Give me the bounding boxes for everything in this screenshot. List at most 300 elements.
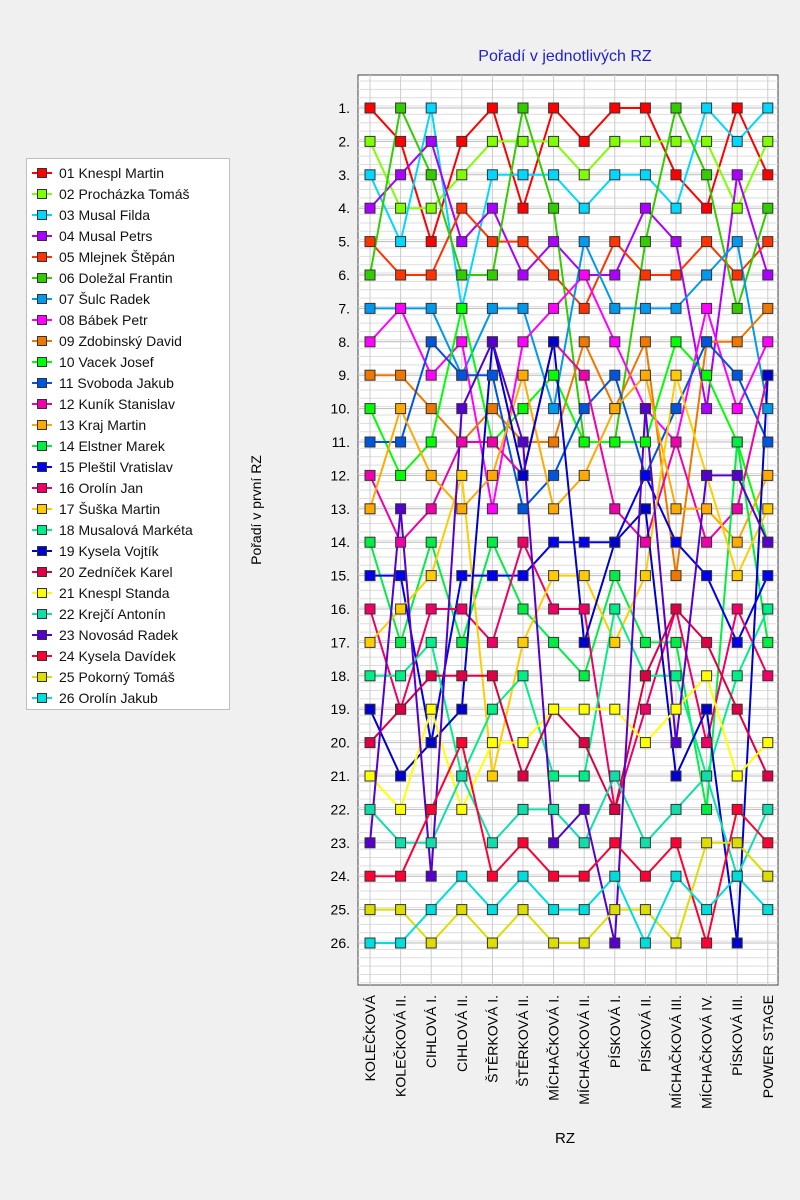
data-point bbox=[610, 771, 620, 781]
legend-marker bbox=[37, 651, 47, 661]
data-point bbox=[549, 203, 559, 213]
data-point bbox=[426, 136, 436, 146]
data-point bbox=[671, 738, 681, 748]
data-point bbox=[487, 771, 497, 781]
data-point bbox=[518, 170, 528, 180]
data-point bbox=[518, 671, 528, 681]
data-point bbox=[763, 404, 773, 414]
data-point bbox=[518, 203, 528, 213]
legend-marker bbox=[37, 504, 47, 514]
data-point bbox=[579, 871, 589, 881]
legend-marker bbox=[37, 693, 47, 703]
data-point bbox=[640, 404, 650, 414]
legend-item bbox=[27, 435, 229, 456]
data-point bbox=[549, 170, 559, 180]
data-point bbox=[763, 270, 773, 280]
y-tick-label: 22. bbox=[330, 801, 350, 818]
data-point bbox=[732, 771, 742, 781]
data-point bbox=[610, 103, 620, 113]
data-point bbox=[457, 637, 467, 647]
data-point bbox=[365, 237, 375, 247]
data-point bbox=[732, 270, 742, 280]
data-point bbox=[610, 938, 620, 948]
data-point bbox=[671, 437, 681, 447]
data-point bbox=[457, 470, 467, 480]
data-point bbox=[671, 136, 681, 146]
data-point bbox=[549, 537, 559, 547]
data-point bbox=[763, 470, 773, 480]
data-point bbox=[518, 404, 528, 414]
data-point bbox=[396, 136, 406, 146]
legend-label: 09 Zdobinský David bbox=[59, 332, 182, 349]
data-point bbox=[518, 604, 528, 614]
legend-swatch bbox=[30, 246, 56, 267]
legend-marker bbox=[37, 462, 47, 472]
data-point bbox=[396, 437, 406, 447]
data-point bbox=[426, 470, 436, 480]
data-point bbox=[640, 838, 650, 848]
data-point bbox=[732, 370, 742, 380]
data-point bbox=[487, 738, 497, 748]
data-point bbox=[640, 337, 650, 347]
data-point bbox=[549, 270, 559, 280]
data-point bbox=[426, 170, 436, 180]
legend-item bbox=[27, 603, 229, 624]
data-point bbox=[457, 905, 467, 915]
data-point bbox=[732, 470, 742, 480]
data-point bbox=[610, 170, 620, 180]
data-point bbox=[610, 604, 620, 614]
data-point bbox=[365, 938, 375, 948]
legend-swatch bbox=[30, 183, 56, 204]
data-point bbox=[457, 203, 467, 213]
data-point bbox=[365, 704, 375, 714]
data-point bbox=[671, 504, 681, 514]
legend-item bbox=[27, 162, 229, 183]
legend-label: 07 Šulc Radek bbox=[59, 290, 151, 307]
legend-label: 14 Elstner Marek bbox=[59, 437, 165, 454]
legend-label: 06 Doležal Frantin bbox=[59, 269, 173, 286]
data-point bbox=[610, 370, 620, 380]
data-point bbox=[426, 738, 436, 748]
data-point bbox=[640, 270, 650, 280]
data-point bbox=[579, 370, 589, 380]
legend-marker bbox=[37, 273, 47, 283]
data-point bbox=[487, 938, 497, 948]
data-point bbox=[487, 437, 497, 447]
data-point bbox=[457, 871, 467, 881]
data-point bbox=[396, 871, 406, 881]
legend-item bbox=[27, 498, 229, 519]
data-point bbox=[640, 470, 650, 480]
data-point bbox=[610, 337, 620, 347]
data-point bbox=[702, 103, 712, 113]
data-point bbox=[457, 404, 467, 414]
data-point bbox=[763, 303, 773, 313]
data-point bbox=[671, 571, 681, 581]
data-point bbox=[396, 804, 406, 814]
data-point bbox=[396, 704, 406, 714]
data-point bbox=[365, 303, 375, 313]
data-point bbox=[610, 804, 620, 814]
legend-label: 05 Mlejnek Štěpán bbox=[59, 248, 175, 265]
data-point bbox=[610, 905, 620, 915]
y-tick-label: 20. bbox=[330, 734, 350, 751]
data-point bbox=[640, 905, 650, 915]
data-point bbox=[671, 370, 681, 380]
data-point bbox=[579, 838, 589, 848]
data-point bbox=[702, 203, 712, 213]
data-point bbox=[426, 404, 436, 414]
data-point bbox=[579, 571, 589, 581]
y-tick-label: 25. bbox=[330, 901, 350, 918]
data-point bbox=[732, 804, 742, 814]
x-tick-label: MÍCHAČKOVÁ II. bbox=[576, 995, 593, 1105]
y-tick-label: 4. bbox=[338, 200, 350, 217]
data-point bbox=[671, 337, 681, 347]
data-point bbox=[610, 404, 620, 414]
legend-item bbox=[27, 666, 229, 687]
data-point bbox=[365, 203, 375, 213]
legend-swatch bbox=[30, 435, 56, 456]
data-point bbox=[640, 671, 650, 681]
y-tick-label: 23. bbox=[330, 834, 350, 851]
x-axis-label: RZ bbox=[555, 1130, 575, 1147]
data-point bbox=[763, 136, 773, 146]
data-point bbox=[640, 170, 650, 180]
x-tick-label: MÍCHAČKOVÁ IV. bbox=[698, 995, 715, 1109]
data-point bbox=[365, 637, 375, 647]
data-point bbox=[365, 404, 375, 414]
legend-label: 02 Procházka Tomáš bbox=[59, 185, 190, 202]
y-tick-label: 10. bbox=[330, 400, 350, 417]
data-point bbox=[457, 136, 467, 146]
data-point bbox=[487, 571, 497, 581]
data-point bbox=[702, 771, 712, 781]
data-point bbox=[640, 370, 650, 380]
legend-swatch bbox=[30, 645, 56, 666]
data-point bbox=[763, 671, 773, 681]
data-point bbox=[365, 170, 375, 180]
legend-swatch bbox=[30, 414, 56, 435]
data-point bbox=[457, 604, 467, 614]
data-point bbox=[487, 704, 497, 714]
data-point bbox=[426, 871, 436, 881]
data-point bbox=[457, 237, 467, 247]
data-point bbox=[579, 905, 589, 915]
legend-label: 04 Musal Petrs bbox=[59, 227, 153, 244]
data-point bbox=[732, 571, 742, 581]
data-point bbox=[518, 571, 528, 581]
data-point bbox=[365, 671, 375, 681]
data-point bbox=[549, 370, 559, 380]
data-point bbox=[365, 337, 375, 347]
data-point bbox=[702, 905, 712, 915]
data-point bbox=[671, 704, 681, 714]
data-point bbox=[518, 637, 528, 647]
data-point bbox=[640, 571, 650, 581]
legend-marker bbox=[37, 567, 47, 577]
data-point bbox=[426, 571, 436, 581]
data-point bbox=[518, 370, 528, 380]
data-point bbox=[518, 504, 528, 514]
data-point bbox=[640, 871, 650, 881]
legend-marker bbox=[37, 336, 47, 346]
data-point bbox=[640, 237, 650, 247]
data-point bbox=[579, 404, 589, 414]
y-tick-label: 5. bbox=[338, 233, 350, 250]
data-point bbox=[487, 871, 497, 881]
data-point bbox=[487, 337, 497, 347]
data-point bbox=[396, 838, 406, 848]
legend-marker bbox=[37, 483, 47, 493]
legend-item bbox=[27, 372, 229, 393]
data-point bbox=[396, 504, 406, 514]
legend-marker bbox=[37, 525, 47, 535]
data-point bbox=[671, 170, 681, 180]
y-tick-label: 17. bbox=[330, 634, 350, 651]
data-point bbox=[549, 871, 559, 881]
legend-marker bbox=[37, 231, 47, 241]
data-point bbox=[671, 871, 681, 881]
data-point bbox=[579, 771, 589, 781]
data-point bbox=[457, 170, 467, 180]
data-point bbox=[457, 571, 467, 581]
data-point bbox=[365, 537, 375, 547]
legend-swatch bbox=[30, 288, 56, 309]
data-point bbox=[671, 637, 681, 647]
data-point bbox=[763, 237, 773, 247]
data-point bbox=[763, 103, 773, 113]
data-point bbox=[487, 905, 497, 915]
data-point bbox=[763, 370, 773, 380]
legend-item bbox=[27, 456, 229, 477]
legend-marker bbox=[37, 189, 47, 199]
data-point bbox=[549, 704, 559, 714]
data-point bbox=[487, 504, 497, 514]
data-point bbox=[763, 203, 773, 213]
data-point bbox=[763, 571, 773, 581]
data-point bbox=[457, 671, 467, 681]
data-point bbox=[610, 571, 620, 581]
legend-swatch bbox=[30, 162, 56, 183]
data-point bbox=[732, 437, 742, 447]
data-point bbox=[579, 437, 589, 447]
data-point bbox=[549, 838, 559, 848]
x-tick-label: KOLEČKOVÁ bbox=[362, 995, 378, 1082]
data-point bbox=[732, 303, 742, 313]
data-point bbox=[487, 103, 497, 113]
data-point bbox=[426, 370, 436, 380]
legend-item bbox=[27, 687, 229, 708]
legend-item bbox=[27, 519, 229, 540]
data-point bbox=[763, 871, 773, 881]
data-point bbox=[396, 671, 406, 681]
data-point bbox=[487, 203, 497, 213]
legend-marker bbox=[37, 168, 47, 178]
y-tick-label: 15. bbox=[330, 567, 350, 584]
y-tick-label: 1. bbox=[338, 100, 350, 116]
legend-swatch bbox=[30, 225, 56, 246]
data-point bbox=[549, 337, 559, 347]
data-point bbox=[702, 270, 712, 280]
legend-item bbox=[27, 540, 229, 561]
data-point bbox=[518, 871, 528, 881]
data-point bbox=[671, 103, 681, 113]
data-point bbox=[549, 103, 559, 113]
legend-swatch bbox=[30, 603, 56, 624]
data-point bbox=[732, 838, 742, 848]
legend-swatch bbox=[30, 687, 56, 708]
legend-item bbox=[27, 477, 229, 498]
data-point bbox=[365, 270, 375, 280]
y-tick-label: 13. bbox=[330, 500, 350, 517]
data-point bbox=[396, 103, 406, 113]
data-point bbox=[763, 604, 773, 614]
legend-swatch bbox=[30, 309, 56, 330]
legend-item bbox=[27, 204, 229, 225]
data-point bbox=[518, 103, 528, 113]
legend-item bbox=[27, 246, 229, 267]
legend-label: 23 Novosád Radek bbox=[59, 626, 179, 643]
data-point bbox=[763, 804, 773, 814]
data-point bbox=[732, 103, 742, 113]
data-point bbox=[702, 738, 712, 748]
data-point bbox=[457, 303, 467, 313]
data-point bbox=[426, 337, 436, 347]
data-point bbox=[579, 938, 589, 948]
data-point bbox=[426, 103, 436, 113]
data-point bbox=[579, 337, 589, 347]
data-point bbox=[365, 470, 375, 480]
data-point bbox=[763, 771, 773, 781]
data-point bbox=[365, 103, 375, 113]
data-point bbox=[457, 804, 467, 814]
data-point bbox=[610, 303, 620, 313]
data-point bbox=[487, 838, 497, 848]
legend-item bbox=[27, 288, 229, 309]
data-point bbox=[610, 637, 620, 647]
data-point bbox=[579, 303, 589, 313]
data-point bbox=[702, 838, 712, 848]
data-point bbox=[610, 437, 620, 447]
x-tick-label: CIHLOVÁ II. bbox=[453, 995, 470, 1073]
data-point bbox=[426, 838, 436, 848]
data-point bbox=[457, 704, 467, 714]
data-point bbox=[549, 571, 559, 581]
legend-marker bbox=[37, 420, 47, 430]
legend-label: 12 Kuník Stanislav bbox=[59, 395, 175, 412]
data-point bbox=[487, 537, 497, 547]
data-point bbox=[579, 537, 589, 547]
data-point bbox=[702, 704, 712, 714]
data-point bbox=[487, 136, 497, 146]
legend-item bbox=[27, 624, 229, 645]
data-point bbox=[763, 437, 773, 447]
legend-label: 24 Kysela Davídek bbox=[59, 647, 176, 664]
data-point bbox=[518, 838, 528, 848]
data-point bbox=[365, 370, 375, 380]
data-point bbox=[549, 404, 559, 414]
legend-marker bbox=[37, 357, 47, 367]
data-point bbox=[396, 237, 406, 247]
data-point bbox=[640, 637, 650, 647]
data-point bbox=[579, 237, 589, 247]
data-point bbox=[671, 804, 681, 814]
data-point bbox=[610, 270, 620, 280]
data-point bbox=[702, 671, 712, 681]
y-tick-label: 26. bbox=[330, 935, 350, 951]
data-point bbox=[426, 504, 436, 514]
data-point bbox=[549, 303, 559, 313]
data-point bbox=[457, 738, 467, 748]
data-point bbox=[579, 704, 589, 714]
data-point bbox=[640, 537, 650, 547]
data-point bbox=[640, 203, 650, 213]
data-point bbox=[732, 671, 742, 681]
data-point bbox=[549, 237, 559, 247]
data-point bbox=[732, 203, 742, 213]
data-point bbox=[457, 270, 467, 280]
x-tick-label: PÍSKOVÁ I. bbox=[606, 995, 623, 1069]
y-tick-label: 9. bbox=[338, 367, 350, 384]
data-point bbox=[518, 738, 528, 748]
legend-item bbox=[27, 330, 229, 351]
data-point bbox=[702, 136, 712, 146]
legend-item bbox=[27, 414, 229, 435]
x-tick-label: ŠTĚRKOVÁ II. bbox=[515, 995, 531, 1087]
data-point bbox=[763, 504, 773, 514]
data-point bbox=[426, 938, 436, 948]
data-point bbox=[487, 404, 497, 414]
data-point bbox=[426, 303, 436, 313]
data-point bbox=[365, 604, 375, 614]
data-point bbox=[487, 470, 497, 480]
data-point bbox=[365, 136, 375, 146]
y-axis-label-text: Pořadí v první RZ bbox=[248, 455, 264, 565]
legend-item bbox=[27, 309, 229, 330]
data-point bbox=[518, 303, 528, 313]
legend-item bbox=[27, 393, 229, 414]
legend-label: 03 Musal Filda bbox=[59, 206, 151, 223]
x-tick-label: MÍCHAČKOVÁ III. bbox=[668, 995, 684, 1109]
data-point bbox=[426, 905, 436, 915]
data-point bbox=[396, 637, 406, 647]
legend-label: 10 Vacek Josef bbox=[59, 353, 154, 370]
data-point bbox=[549, 470, 559, 480]
legend bbox=[26, 158, 230, 710]
legend-swatch bbox=[30, 456, 56, 477]
data-point bbox=[579, 270, 589, 280]
data-point bbox=[457, 504, 467, 514]
data-point bbox=[579, 470, 589, 480]
data-point bbox=[640, 704, 650, 714]
data-point bbox=[671, 537, 681, 547]
legend-item bbox=[27, 561, 229, 582]
y-tick-label: 3. bbox=[338, 166, 350, 183]
data-point bbox=[640, 938, 650, 948]
legend-item bbox=[27, 183, 229, 204]
data-point bbox=[702, 370, 712, 380]
y-tick-label: 2. bbox=[338, 133, 350, 150]
data-point bbox=[579, 637, 589, 647]
data-point bbox=[640, 437, 650, 447]
legend-item bbox=[27, 225, 229, 246]
data-point bbox=[487, 671, 497, 681]
y-tick-label: 7. bbox=[338, 300, 350, 317]
data-point bbox=[640, 136, 650, 146]
data-point bbox=[763, 537, 773, 547]
